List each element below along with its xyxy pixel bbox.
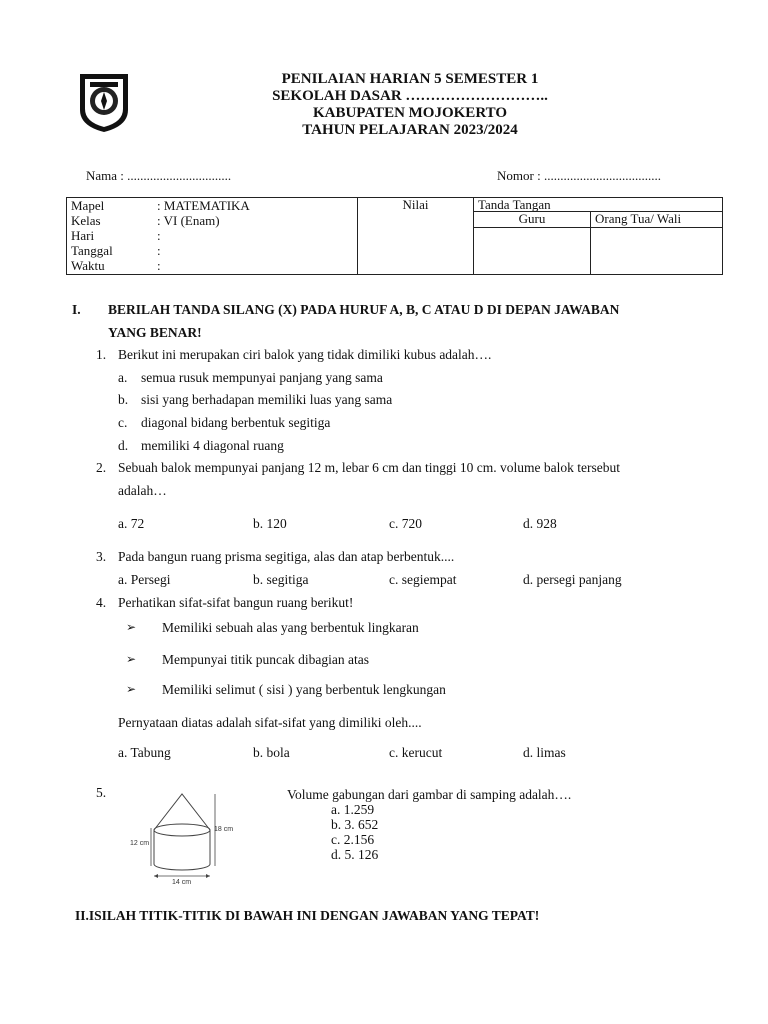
q1-option-d: memiliki 4 diagonal ruang: [141, 438, 284, 453]
q2-option-c: c. 720: [389, 516, 422, 531]
q5-number: 5.: [96, 785, 107, 800]
q4-number: 4.: [96, 595, 107, 610]
guru-label: Guru: [474, 212, 590, 228]
q2-option-b: b. 120: [253, 516, 287, 531]
q4-option-b: b. bola: [253, 745, 290, 760]
nilai-cell: [358, 198, 474, 275]
q4-bullet-2: Mempunyai titik puncak dibagian atas: [162, 652, 369, 667]
header-regency-line: KABUPATEN MOJOKERTO: [312, 105, 508, 121]
q3-text: Pada bangun ruang prisma segitiga, alas dan atap berbentuk....: [118, 549, 455, 564]
tanda-tangan-header: Tanda Tangan: [474, 198, 723, 212]
q2-text-line1: Sebuah balok mempunyai panjang 12 m, lebar 6 cm dan tinggi 10 cm. volume balok tersebut: [118, 460, 621, 475]
info-table-left-cell: [67, 198, 358, 275]
nilai-label: Nilai: [402, 197, 429, 212]
q4-text: Perhatikan sifat-sifat bangun ruang berikut!: [118, 595, 354, 610]
q4-option-c: c. kerucut: [389, 745, 443, 760]
header-school-line: SEKOLAH DASAR ………………………..: [272, 88, 548, 104]
q1-number: 1.: [96, 347, 107, 362]
q4-statement: Pernyataan diatas adalah sifat-sifat yang dimiliki oleh....: [118, 715, 422, 730]
q3-option-a: a. Persegi: [118, 572, 171, 587]
q4-option-d: d. limas: [523, 745, 566, 760]
q1-option-d-letter: d.: [118, 438, 129, 453]
orang-tua-cell: [591, 212, 723, 275]
arrow-bullet-icon: ➢: [126, 652, 137, 666]
kelas-label: Kelas: [71, 213, 101, 228]
nomor-field: Nomor : ....................................: [497, 168, 661, 183]
arrow-bullet-icon: ➢: [126, 682, 137, 696]
q1-option-a: semua rusuk mempunyai panjang yang sama: [141, 370, 383, 385]
school-emblem-logo: [76, 70, 132, 134]
tanggal-value: :: [157, 243, 161, 258]
q5-option-d: d. 5. 126: [331, 847, 379, 862]
q4-bullet-1: Memiliki sebuah alas yang berbentuk lingkaran: [162, 620, 419, 635]
q5-option-b: b. 3. 652: [331, 817, 379, 832]
orang-tua-label: Orang Tua/ Wali: [591, 212, 722, 228]
q4-option-a: a. Tabung: [118, 745, 171, 760]
q3-option-c: c. segiempat: [389, 572, 457, 587]
section1-instruction-line1: BERILAH TANDA SILANG (X) PADA HURUF A, B, C ATAU D DI DEPAN JAWABAN: [108, 302, 620, 317]
kelas-value: : VI (Enam): [157, 213, 220, 228]
q1-option-c-letter: c.: [118, 415, 128, 430]
guru-cell: [474, 212, 591, 275]
hari-label: Hari: [71, 228, 95, 243]
q5-text: Volume gabungan dari gambar di samping adalah….: [287, 787, 572, 802]
section1-instruction-line2: YANG BENAR!: [108, 325, 202, 340]
q1-option-c: diagonal bidang berbentuk segitiga: [141, 415, 331, 430]
nama-field: Nama : ................................: [86, 168, 232, 183]
tanggal-label: Tanggal: [71, 243, 113, 258]
header-year-line: TAHUN PELAJARAN 2023/2024: [302, 122, 518, 138]
q3-option-b: b. segitiga: [253, 572, 309, 587]
mapel-label: Mapel: [71, 198, 105, 213]
q1-text: Berikut ini merupakan ciri balok yang tidak dimiliki kubus adalah….: [118, 347, 492, 362]
q3-option-d: d. persegi panjang: [523, 572, 622, 587]
q1-option-a-letter: a.: [118, 370, 128, 385]
waktu-label: Waktu: [71, 258, 105, 273]
q1-option-b-letter: b.: [118, 392, 129, 407]
section1-number: I.: [72, 302, 81, 317]
figure-label-12cm: 12 cm: [130, 840, 150, 847]
q3-number: 3.: [96, 549, 107, 564]
q2-text-line2: adalah…: [118, 483, 167, 498]
waktu-value: :: [157, 258, 161, 273]
mapel-value: : MATEMATIKA: [157, 198, 250, 213]
q1-option-b: sisi yang berhadapan memiliki luas yang sama: [141, 392, 393, 407]
q5-option-a: a. 1.259: [331, 802, 375, 817]
q4-bullet-3: Memiliki selimut ( sisi ) yang berbentuk lengkungan: [162, 682, 446, 697]
arrow-bullet-icon: ➢: [126, 620, 137, 634]
q2-number: 2.: [96, 460, 107, 475]
info-table: [66, 197, 723, 275]
figure-label-14cm: 14 cm: [172, 879, 192, 886]
q2-option-a: a. 72: [118, 516, 145, 531]
hari-value: :: [157, 228, 161, 243]
section2-title: II.ISILAH TITIK-TITIK DI BAWAH INI DENGAN JAWABAN YANG TEPAT!: [75, 908, 540, 923]
q2-option-d: d. 928: [523, 516, 557, 531]
q5-option-c: c. 2.156: [331, 832, 375, 847]
figure-label-18cm: 18 cm: [214, 826, 234, 833]
header-title-line1: PENILAIAN HARIAN 5 SEMESTER 1: [281, 71, 539, 87]
